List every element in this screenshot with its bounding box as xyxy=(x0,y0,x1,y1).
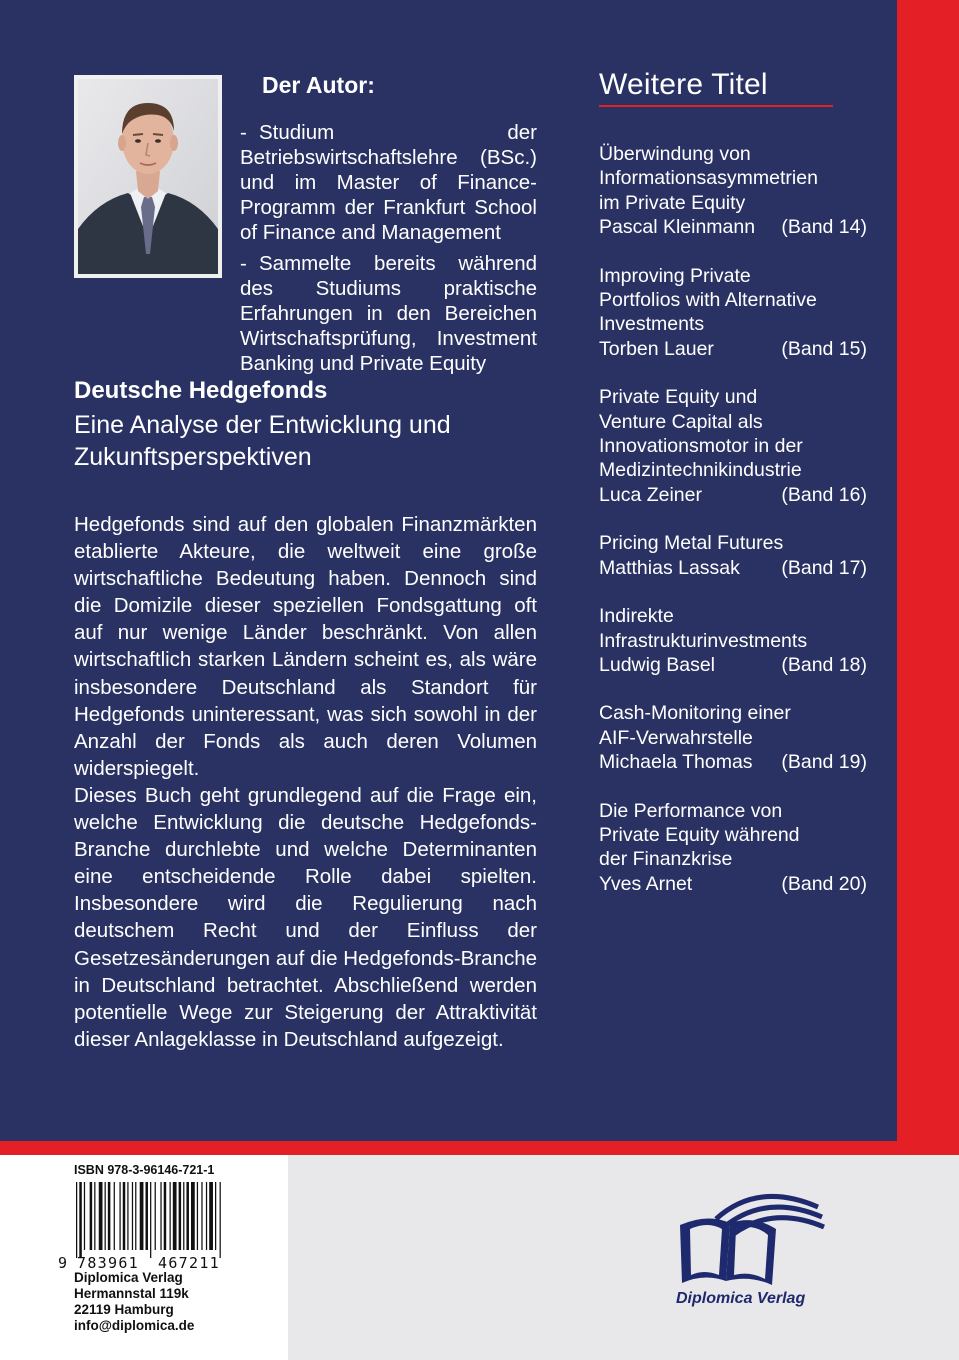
diplomica-logo-icon xyxy=(668,1185,838,1305)
further-title-author: Luca Zeiner xyxy=(599,483,702,506)
further-titles-list xyxy=(599,142,867,920)
barcode-bars xyxy=(76,1182,221,1258)
description-paragraph-2: Dieses Buch geht grundlegend auf die Frage ein, welche Entwicklung die deutsche Hedgefonds-Branche durchlebte und welche Determinanten eine entscheidende Rolle dabei spielten. Insbesondere wird die Regulierung nach deutschem Recht und der Einfluss der Gesetzesänderungen auf die Hedgefonds-Branche in Deutschland betrachtet. Abschließend werden potentielle Wege zur Steigerung der Attraktivität dieser Anlageklasse in Deutschland aufgezeigt. xyxy=(74,783,537,1051)
publisher-name: Diplomica Verlag xyxy=(74,1270,183,1285)
book-subtitle: Eine Analyse der Entwicklung und Zukunftsperspektiven xyxy=(74,411,451,471)
further-title-item xyxy=(599,701,867,774)
author-portrait-icon xyxy=(78,79,218,274)
further-title-author-row xyxy=(599,556,867,580)
barcode-digit-first: 9 xyxy=(58,1254,68,1270)
further-title-author: Michaela Thomas xyxy=(599,751,753,774)
barcode-bar xyxy=(127,1182,128,1250)
author-bio-study-text: Studium der Betriebswirtschaftslehre (BSc.) und im Master of Finance-Programm der Frankfurt School of Finance and Management xyxy=(240,121,537,244)
barcode-bar xyxy=(206,1182,207,1250)
barcode-bar xyxy=(132,1182,133,1250)
further-title-line: Informationsasymmetrien xyxy=(599,167,818,190)
description-paragraph-1: Hedgefonds sind auf den globalen Finanzmärkten etablierte Akteure, die weltweit eine große wirtschaftliche Bedeutung haben. Dennoch sind die Domizile dieser speziellen Fondsgattung oft auf nur wenige Länder beschränkt. Von allen wirtschaftlich starken Ländern scheint es, als wäre insbesondere Deutschland als Standort für Hedgefonds uninteressant, was sich sowohl in der Anzahl der Fonds als auch deren Volumen widerspiegelt. xyxy=(74,513,537,780)
barcode-bar xyxy=(123,1182,126,1250)
further-title-band: (Band 16) xyxy=(781,483,867,506)
author-bio-study xyxy=(240,120,537,245)
barcode-bar xyxy=(160,1182,161,1250)
further-title-line: Innovationsmotor in der xyxy=(599,435,803,458)
publisher-street: Hermannstal 119k xyxy=(74,1286,189,1301)
barcode-bar xyxy=(186,1182,189,1250)
further-title-item xyxy=(599,799,867,897)
barcode-bar xyxy=(197,1182,198,1250)
further-title-author: Torben Lauer xyxy=(599,337,714,360)
further-title-author-row xyxy=(599,653,867,677)
further-title-line: Private Equity und xyxy=(599,386,758,409)
publisher-email: info@diplomica.de xyxy=(74,1318,195,1333)
barcode-bar xyxy=(191,1182,195,1250)
barcode-bar xyxy=(146,1182,149,1250)
barcode-bar xyxy=(173,1182,177,1250)
further-title-line: Pricing Metal Futures xyxy=(599,532,784,555)
further-title-author-row xyxy=(599,750,867,774)
barcode-bar xyxy=(179,1182,182,1250)
barcode-icon xyxy=(58,1180,238,1270)
further-title-line: Medizintechnikindustrie xyxy=(599,459,802,482)
further-title-item xyxy=(599,385,867,507)
further-title-line: Die Performance von xyxy=(599,799,783,822)
author-bio-experience xyxy=(74,251,537,376)
further-title-band: (Band 14) xyxy=(781,216,867,239)
book-title: Deutsche Hedgefonds xyxy=(74,377,328,404)
further-title-line: Portfolios with Alternative xyxy=(599,289,817,312)
further-title-author-row xyxy=(599,337,867,361)
further-title-line: im Private Equity xyxy=(599,191,746,214)
further-title-line: Cash-Monitoring einer xyxy=(599,702,791,725)
further-title-author-row xyxy=(599,215,867,239)
barcode-bar xyxy=(209,1182,213,1250)
logo-panel xyxy=(288,1155,959,1360)
barcode-bar xyxy=(201,1182,202,1250)
barcode-bar xyxy=(84,1182,85,1250)
further-title-author: Matthias Lassak xyxy=(599,556,740,579)
logo-wordmark: Diplomica Verlag xyxy=(676,1290,806,1307)
further-title-line: der Finanzkrise xyxy=(599,848,733,871)
further-title-author: Pascal Kleinmann xyxy=(599,216,756,239)
barcode-bar xyxy=(170,1182,171,1250)
isbn-label: ISBN 978-3-96146-721-1 xyxy=(74,1163,215,1177)
barcode-bar xyxy=(94,1182,95,1250)
further-title-band: (Band 18) xyxy=(781,653,867,676)
barcode-bar xyxy=(164,1182,167,1250)
further-title-author-row xyxy=(599,872,867,896)
author-bio-experience-text: Sammelte bereits während des Studiums praktische Erfahrungen in den Bereichen Wirtschaftsprüfung, Investment Banking und Private Equity xyxy=(240,252,537,375)
barcode-bar xyxy=(140,1182,144,1250)
further-title-item xyxy=(599,531,867,580)
bullet-dash: - xyxy=(240,121,247,144)
bullet-dash: - xyxy=(240,252,247,275)
further-title-item xyxy=(599,604,867,677)
red-side-strip xyxy=(897,0,959,1141)
barcode-bar xyxy=(215,1182,216,1250)
further-title-line: Venture Capital als xyxy=(599,410,763,433)
publisher-address xyxy=(74,1270,194,1334)
further-title-author: Yves Arnet xyxy=(599,872,693,895)
barcode-bar xyxy=(155,1182,156,1250)
heading-underline xyxy=(599,105,833,107)
barcode-bar xyxy=(76,1182,77,1258)
barcode-bar xyxy=(99,1182,103,1250)
publisher-city: 22119 Hamburg xyxy=(74,1302,174,1317)
author-heading: Der Autor: xyxy=(262,72,375,98)
further-title-band: (Band 19) xyxy=(781,751,867,774)
barcode-digits-right: 467211 xyxy=(158,1254,220,1270)
author-photo-frame xyxy=(74,75,222,278)
barcode-bar xyxy=(90,1182,93,1250)
further-title-item xyxy=(599,142,867,240)
further-title-line: Überwindung von xyxy=(599,143,751,165)
red-divider-band xyxy=(0,1141,959,1155)
barcode-bar xyxy=(108,1182,111,1250)
further-title-line: AIF-Verwahrstelle xyxy=(599,726,753,749)
further-title-line: Infrastrukturinvestments xyxy=(599,629,808,652)
further-title-band: (Band 20) xyxy=(781,872,867,895)
further-title-author-row xyxy=(599,483,867,507)
further-title-line: Improving Private xyxy=(599,264,751,287)
further-title-item xyxy=(599,264,867,362)
book-description xyxy=(74,511,537,1053)
further-titles-heading: Weitere Titel xyxy=(599,68,768,101)
barcode-bar xyxy=(220,1182,221,1258)
barcode-bar xyxy=(119,1182,120,1250)
further-title-band: (Band 17) xyxy=(781,556,867,579)
further-title-line: Investments xyxy=(599,313,705,336)
further-title-band: (Band 15) xyxy=(781,337,867,360)
further-title-line: Private Equity während xyxy=(599,823,800,846)
further-title-author: Ludwig Basel xyxy=(599,653,715,676)
barcode-bar xyxy=(79,1182,82,1258)
barcode-bar xyxy=(183,1182,184,1250)
barcode-bar xyxy=(150,1182,151,1258)
barcode-bar xyxy=(105,1182,106,1250)
further-title-line: Indirekte xyxy=(599,605,674,628)
barcode-bar xyxy=(114,1182,115,1250)
barcode-bar xyxy=(135,1182,136,1250)
barcode-digits-left: 783961 xyxy=(77,1254,139,1270)
